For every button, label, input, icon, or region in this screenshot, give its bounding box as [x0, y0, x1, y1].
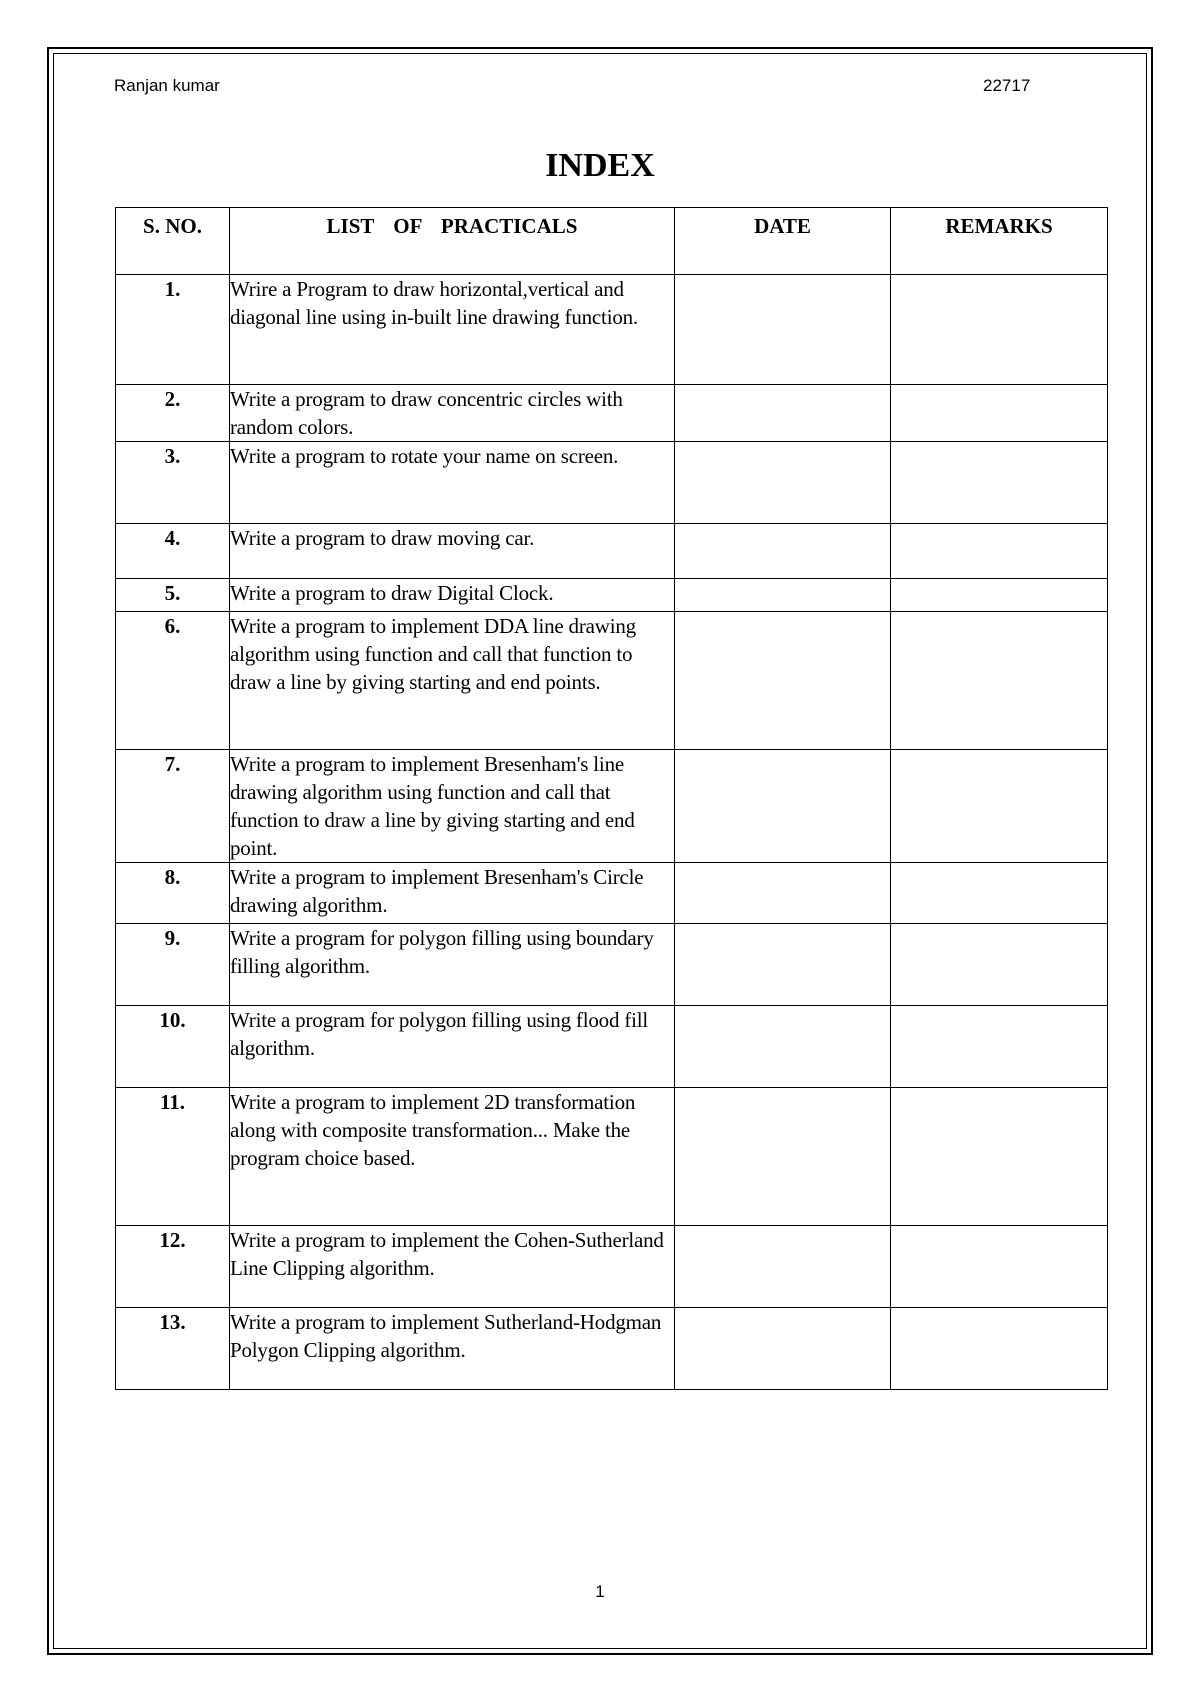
page-number: 1	[595, 1582, 605, 1601]
remarks-cell	[891, 863, 1108, 924]
date-cell	[675, 579, 891, 612]
date-cell	[675, 1088, 891, 1226]
remarks-cell	[891, 750, 1108, 863]
table-row	[116, 579, 1108, 612]
practical-description: Write a program to implement Bresenham's line drawing algorithm using function and call that function to draw a line by giving starting and end point.	[230, 750, 675, 863]
row-number: 3.	[116, 442, 230, 524]
row-number: 6.	[116, 612, 230, 750]
table-row	[116, 1226, 1108, 1308]
practical-description: Write a program to implement DDA line drawing algorithm using function and call that function to draw a line by giving starting and end points.	[230, 612, 675, 750]
row-number: 1.	[116, 275, 230, 385]
row-number: 9.	[116, 924, 230, 1006]
table-row	[116, 442, 1108, 524]
row-number: 13.	[116, 1308, 230, 1390]
row-number: 11.	[116, 1088, 230, 1226]
author-id: 22717	[983, 76, 1031, 95]
remarks-cell	[891, 612, 1108, 750]
remarks-cell	[891, 442, 1108, 524]
date-cell	[675, 1226, 891, 1308]
date-cell	[675, 1006, 891, 1088]
date-cell	[675, 524, 891, 579]
table-row	[116, 275, 1108, 385]
row-number: 8.	[116, 863, 230, 924]
row-number: 5.	[116, 579, 230, 612]
remarks-cell	[891, 1006, 1108, 1088]
table-row	[116, 1088, 1108, 1226]
practical-description: Write a program to draw Digital Clock.	[230, 579, 675, 612]
remarks-cell	[891, 275, 1108, 385]
date-cell	[675, 863, 891, 924]
date-cell	[675, 442, 891, 524]
column-header-remarks: REMARKS	[891, 208, 1108, 275]
row-number: 7.	[116, 750, 230, 863]
page-title: INDEX	[545, 147, 655, 184]
remarks-cell	[891, 924, 1108, 1006]
remarks-cell	[891, 1226, 1108, 1308]
table-row	[116, 863, 1108, 924]
row-number: 2.	[116, 385, 230, 442]
table-row	[116, 524, 1108, 579]
column-header-practicals: LIST OF PRACTICALS	[230, 208, 675, 275]
practicals-index-table	[115, 207, 1108, 1390]
table-row	[116, 750, 1108, 863]
table-row	[116, 924, 1108, 1006]
author-name: Ranjan kumar	[114, 76, 220, 95]
table-header-row	[116, 208, 1108, 275]
table-body	[116, 275, 1108, 1390]
date-cell	[675, 385, 891, 442]
date-cell	[675, 612, 891, 750]
column-header-sno: S. NO.	[116, 208, 230, 275]
table-row	[116, 612, 1108, 750]
remarks-cell	[891, 524, 1108, 579]
date-cell	[675, 275, 891, 385]
practical-description: Write a program for polygon filling using flood fill algorithm.	[230, 1006, 675, 1088]
practical-description: Write a program to rotate your name on screen.	[230, 442, 675, 524]
practical-description: Write a program to implement 2D transformation along with composite transformation... Make the program choice based.	[230, 1088, 675, 1226]
practical-description: Write a program for polygon filling using boundary filling algorithm.	[230, 924, 675, 1006]
row-number: 10.	[116, 1006, 230, 1088]
table-row	[116, 385, 1108, 442]
date-cell	[675, 1308, 891, 1390]
remarks-cell	[891, 579, 1108, 612]
row-number: 4.	[116, 524, 230, 579]
practical-description: Write a program to draw concentric circles with random colors.	[230, 385, 675, 442]
date-cell	[675, 750, 891, 863]
practical-description: Write a program to implement Bresenham's Circle drawing algorithm.	[230, 863, 675, 924]
practical-description: Write a program to implement the Cohen-Sutherland Line Clipping algorithm.	[230, 1226, 675, 1308]
table-row	[116, 1308, 1108, 1390]
practical-description: Wrire a Program to draw horizontal,vertical and diagonal line using in-built line drawing function.	[230, 275, 675, 385]
remarks-cell	[891, 1308, 1108, 1390]
table-row	[116, 1006, 1108, 1088]
remarks-cell	[891, 1088, 1108, 1226]
row-number: 12.	[116, 1226, 230, 1308]
practical-description: Write a program to implement Sutherland-Hodgman Polygon Clipping algorithm.	[230, 1308, 675, 1390]
remarks-cell	[891, 385, 1108, 442]
date-cell	[675, 924, 891, 1006]
column-header-date: DATE	[675, 208, 891, 275]
practical-description: Write a program to draw moving car.	[230, 524, 675, 579]
